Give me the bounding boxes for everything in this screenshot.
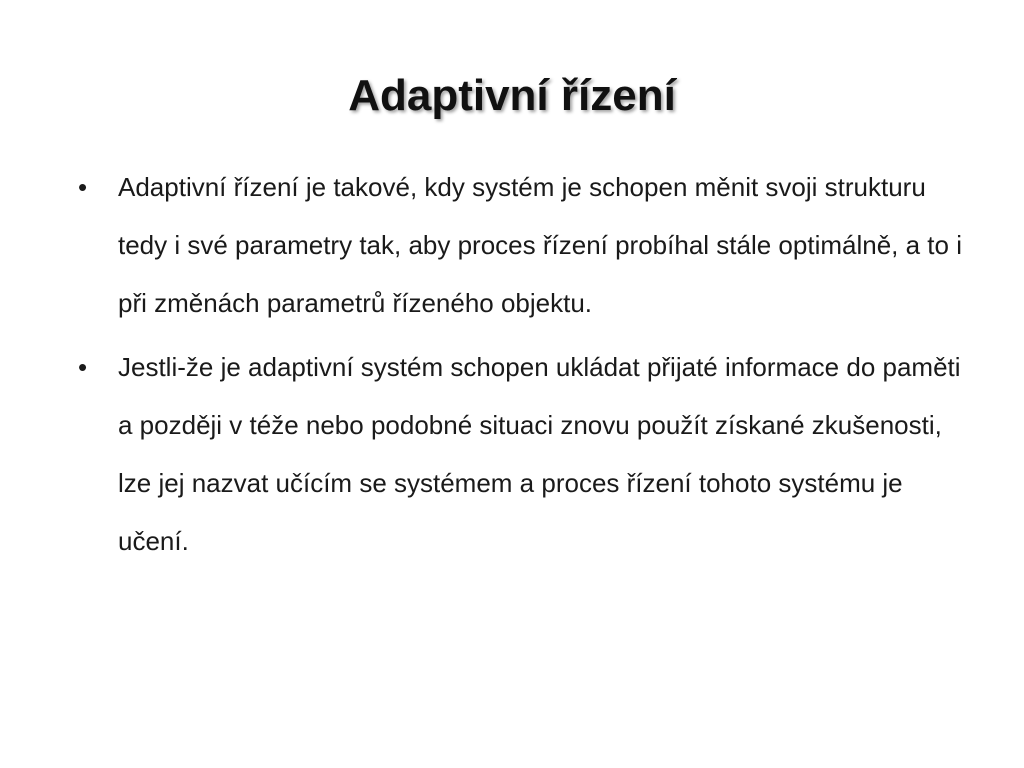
bullet-item xyxy=(78,158,978,332)
bullet-dot-icon: • xyxy=(78,352,88,382)
bullet-text: Adaptivní řízení je takové, kdy systém je schopen měnit svoji strukturu tedy i své parametry tak, aby proces řízení probíhal stále optimálně, a to i při změnách parametrů řízeného objektu. xyxy=(118,172,962,318)
bullet-dot-icon: • xyxy=(78,172,88,202)
bullet-text: Jestli-že je adaptivní systém schopen ukládat přijaté informace do paměti a později v téže nebo podobné situaci znovu použít získané zkušenosti, lze jej nazvat učícím se systémem a proces řízení tohoto systému je učení. xyxy=(118,352,961,556)
bullet-item xyxy=(78,338,978,570)
slide-title: Adaptivní řízení xyxy=(348,71,676,120)
bullet-list xyxy=(78,158,978,576)
